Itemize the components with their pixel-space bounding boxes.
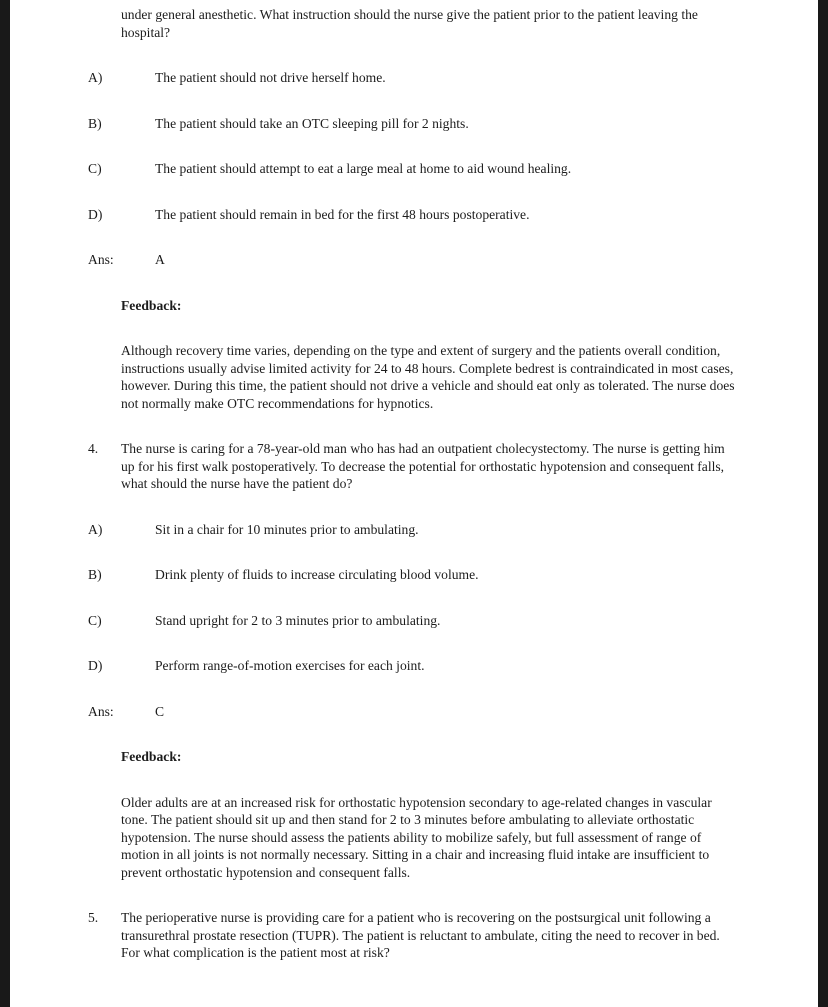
feedback-text-row (121, 342, 750, 412)
question-stem: under general anesthetic. What instruction should the nurse give the patient prior to the patient leaving the hospital? (121, 7, 698, 40)
option-text: Drink plenty of fluids to increase circulating blood volume. (155, 567, 479, 582)
answer-label: Ans: (88, 252, 114, 267)
answer-row (88, 703, 750, 721)
option-text: Perform range-of-motion exercises for each joint. (155, 658, 425, 673)
question-row (88, 909, 750, 962)
question-number: 5. (88, 910, 99, 925)
option-letter: D) (88, 206, 103, 222)
answer-row (88, 251, 750, 269)
option-row (88, 657, 750, 675)
option-letter: A) (88, 70, 103, 85)
option-letter: D) (88, 658, 103, 673)
question-stem: The nurse is caring for a 78-year-old man who has had an outpatient cholecystectomy. The nurse is getting him up for his first walk postoperatively. To decrease the potential for orthostatic hypotension and consequent falls, what should the nurse have the patient do? (121, 441, 725, 491)
feedback-text: Although recovery time varies, depending on the type and extent of surgery and the patients overall condition, instructions usually advise limited activity for 24 to 48 hours. Complete bedrest is contraindicated in most cases, however. During this time, the patient should not drive a vehicle and should eat only as tolerated. The nurse does not normally make OTC recommendations for hypnotics. (121, 343, 735, 411)
feedback-heading-row (121, 748, 750, 766)
option-row (88, 206, 750, 224)
option-text: Sit in a chair for 10 minutes prior to ambulating. (155, 521, 419, 537)
question-stem-row (121, 6, 750, 41)
option-row (88, 612, 750, 630)
question-number: 4. (88, 441, 99, 456)
option-row (88, 566, 750, 584)
option-text: The patient should not drive herself home. (155, 70, 386, 85)
question-row (88, 440, 750, 493)
option-text: Stand upright for 2 to 3 minutes prior to ambulating. (155, 612, 441, 628)
answer-label: Ans: (88, 703, 114, 719)
option-text: The patient should take an OTC sleeping pill for 2 nights. (155, 115, 469, 131)
page-edge-left (0, 0, 10, 1007)
answer-value: A (155, 252, 165, 267)
feedback-heading: Feedback: (121, 297, 182, 313)
option-row (88, 115, 750, 133)
option-letter: A) (88, 521, 103, 537)
option-row (88, 160, 750, 178)
option-letter: B) (88, 567, 102, 582)
feedback-text-row (121, 794, 750, 882)
document-content (88, 6, 750, 990)
feedback-heading-row (121, 297, 750, 315)
option-letter: B) (88, 115, 102, 131)
question-stem: The perioperative nurse is providing care for a patient who is recovering on the postsurgical unit following a transurethral prostate resection (TUPR). The patient is reluctant to ambulate, citing the need to recover in bed. For what complication is the patient most at risk? (121, 910, 720, 960)
option-text: The patient should remain in bed for the first 48 hours postoperative. (155, 206, 530, 222)
feedback-text: Older adults are at an increased risk for orthostatic hypotension secondary to age-related changes in vascular tone. The patient should sit up and then stand for 2 to 3 minutes before ambulating to alleviate orthostatic hypotension. The nurse should assess the patients ability to mobilize safely, but full assessment of range of motion in all joints is not normally necessary. Sitting in a chair and increasing fluid intake are insufficient to prevent orthostatic hypotension and consequent falls. (121, 794, 712, 880)
option-row (88, 69, 750, 87)
option-text: The patient should attempt to eat a large meal at home to aid wound healing. (155, 161, 572, 176)
feedback-heading: Feedback: (121, 749, 182, 764)
answer-value: C (155, 703, 165, 719)
option-row (88, 521, 750, 539)
page-edge-right (818, 0, 828, 1007)
option-letter: C) (88, 612, 102, 628)
option-letter: C) (88, 161, 102, 176)
